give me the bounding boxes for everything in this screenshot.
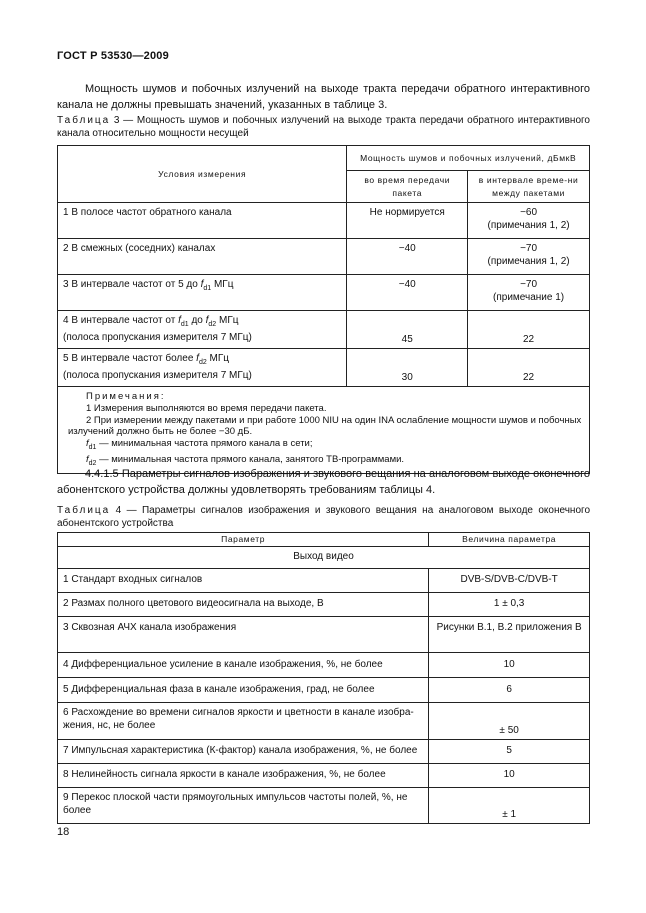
table3-header-conditions: Условия измерения: [58, 146, 347, 203]
subscript: d1: [203, 285, 212, 292]
subscript: d2: [88, 459, 97, 467]
document-header: ГОСТ Р 53530—2009: [57, 50, 169, 62]
table-row: [58, 239, 590, 275]
table3-notes: [58, 387, 590, 474]
unit: МГц: [213, 279, 234, 290]
note-2: 2 При измерении между пакетами и при работе 1000 NIU на один INA ослабление мощности шумов и побочных излучений должно быть не более −30 дБ.: [68, 414, 582, 438]
table4-value: 10: [429, 653, 590, 678]
table3-row3-during: −40: [347, 275, 468, 311]
table-row: [58, 593, 590, 617]
table4: [57, 532, 590, 824]
symbol: f: [196, 353, 199, 364]
symbol: f: [178, 315, 181, 326]
table4-param: 1 Стандарт входных сигналов: [58, 569, 429, 593]
table3-row1-during: Не нормируется: [347, 203, 468, 239]
notes-title: Примечания:: [86, 391, 166, 402]
table4-header-parameter: Параметр: [58, 533, 429, 547]
value: −70: [520, 279, 538, 290]
table3-header-between: в интервале време-ни между пакетами: [468, 171, 590, 203]
table4-value: ± 1: [429, 788, 590, 824]
table3-row5-during: 30: [347, 349, 468, 387]
table3-row4-during: 45: [347, 311, 468, 349]
section-paragraph: 4.4.1.5 Параметры сигналов изображения и звукового вещания на аналоговом выходе оконечного абонентского устройства должны удовлетворять требованиям таблицы 4.: [57, 468, 590, 496]
text: — минимальная частота прямого канала в сети;: [96, 438, 313, 450]
subscript: d1: [88, 444, 97, 452]
table-row: [58, 203, 590, 239]
table-row: [58, 788, 590, 824]
table4-caption-word: Таблица: [57, 505, 111, 516]
subscript: d1: [180, 321, 189, 328]
table-row: [58, 275, 590, 311]
text: (полоса пропускания измерителя 7 МГц): [63, 331, 252, 343]
table3: [57, 145, 590, 474]
value: −70: [520, 243, 538, 254]
note-ref: (примечания 1, 2): [487, 219, 570, 231]
value: −60: [520, 207, 538, 218]
table-row: [58, 653, 590, 678]
table-row: [58, 311, 590, 349]
unit: МГц: [218, 315, 239, 326]
note-3: [68, 438, 584, 454]
table4-param: 9 Перекос плоской части прямоугольных импульсов частоты полей, %, не более: [58, 788, 429, 824]
table3-header-during: во время передачи пакета: [347, 171, 468, 203]
table4-caption-text: 4 — Параметры сигналов изображения и звукового вещания на аналоговом выходе оконечного абонентского устройства: [57, 505, 590, 529]
table3-row2-condition: 2 В смежных (соседних) каналах: [58, 239, 347, 275]
table-row: [58, 764, 590, 788]
table4-param: 5 Дифференциальная фаза в канале изображения, град, не более: [58, 678, 429, 703]
table-row: [58, 617, 590, 653]
table4-value: 1 ± 0,3: [429, 593, 590, 617]
table4-param: 2 Размах полного цветового видеосигнала на выходе, В: [58, 593, 429, 617]
table4-value: 10: [429, 764, 590, 788]
text: 3 В интервале частот от 5 до: [63, 279, 198, 290]
table3-row2-between: [468, 239, 590, 275]
table4-param: 8 Нелинейность сигнала яркости в канале изображения, %, не более: [58, 764, 429, 788]
intro-paragraph: Мощность шумов и побочных излучений на выходе тракта передачи обратного интерактивного канала не должны превышать значений, указанных в таблице 3.: [57, 83, 590, 111]
note-ref: (примечание 1): [493, 291, 565, 303]
symbol: f: [205, 315, 209, 326]
table4-value: 6: [429, 678, 590, 703]
table3-row3-between: [468, 275, 590, 311]
table3-header-power: Мощность шумов и побочных излучений, дБмкВ: [347, 146, 590, 171]
text: 4 В интервале частот от: [63, 315, 176, 326]
subscript: d2: [208, 321, 217, 328]
table4-value: Рисунки В.1, В.2 приложения В: [429, 617, 590, 653]
table3-row1-condition: 1 В полосе частот обратного канала: [58, 203, 347, 239]
note-1: 1 Измерения выполняются во время передачи пакета.: [86, 402, 327, 414]
table3-row5-between: 22: [468, 349, 590, 387]
table3-row4-between: 22: [468, 311, 590, 349]
note-ref: (примечания 1, 2): [487, 255, 570, 267]
table3-row3-condition: [58, 275, 347, 311]
page-number: 18: [57, 826, 70, 838]
symbol: f: [86, 438, 89, 450]
table3-caption-text: 3 — Мощность шумов и побочных излучений на выходе тракта передачи обратного интерактивного канала относительно мощности несущей: [57, 115, 590, 139]
table4-value: ± 50: [429, 703, 590, 740]
symbol: f: [86, 453, 89, 465]
table4-header-value: Величина параметра: [429, 533, 590, 547]
table-row: [58, 740, 590, 764]
table3-caption-word: Таблица: [57, 115, 111, 126]
table-row: [58, 703, 590, 740]
table3-row2-during: −40: [347, 239, 468, 275]
table-row: [58, 569, 590, 593]
table4-section-video-out: Выход видео: [58, 547, 590, 569]
table4-param: 3 Сквозная АЧХ канала изображения: [58, 617, 429, 653]
table4-param: 6 Расхождение во времени сигналов яркости и цветности в канале изобра-жения, нс, не более: [58, 703, 429, 740]
text: 5 В интервале частот более: [63, 353, 194, 364]
notes-cell: [58, 387, 590, 474]
table4-value: DVB-S/DVB-C/DVB-T: [429, 569, 590, 593]
table3-row4-condition: [58, 311, 347, 349]
table3-row5-condition: [58, 349, 347, 387]
table3-caption: [57, 114, 590, 140]
text: — минимальная частота прямого канала, занятого ТВ-программами.: [96, 453, 405, 465]
table-row: [58, 349, 590, 387]
table4-param: 4 Дифференциальное усиление в канале изображения, %, не более: [58, 653, 429, 678]
subscript: d2: [198, 359, 207, 366]
table4-value: 5: [429, 740, 590, 764]
table-row: [58, 678, 590, 703]
unit: МГц: [209, 353, 230, 364]
table3-row1-between: [468, 203, 590, 239]
table4-caption: [57, 504, 590, 530]
text: до: [191, 315, 203, 326]
table4-param: 7 Импульсная характеристика (К-фактор) канала изображения, %, не более: [58, 740, 429, 764]
text: (полоса пропускания измерителя 7 МГц): [63, 369, 252, 381]
symbol: f: [200, 279, 204, 290]
